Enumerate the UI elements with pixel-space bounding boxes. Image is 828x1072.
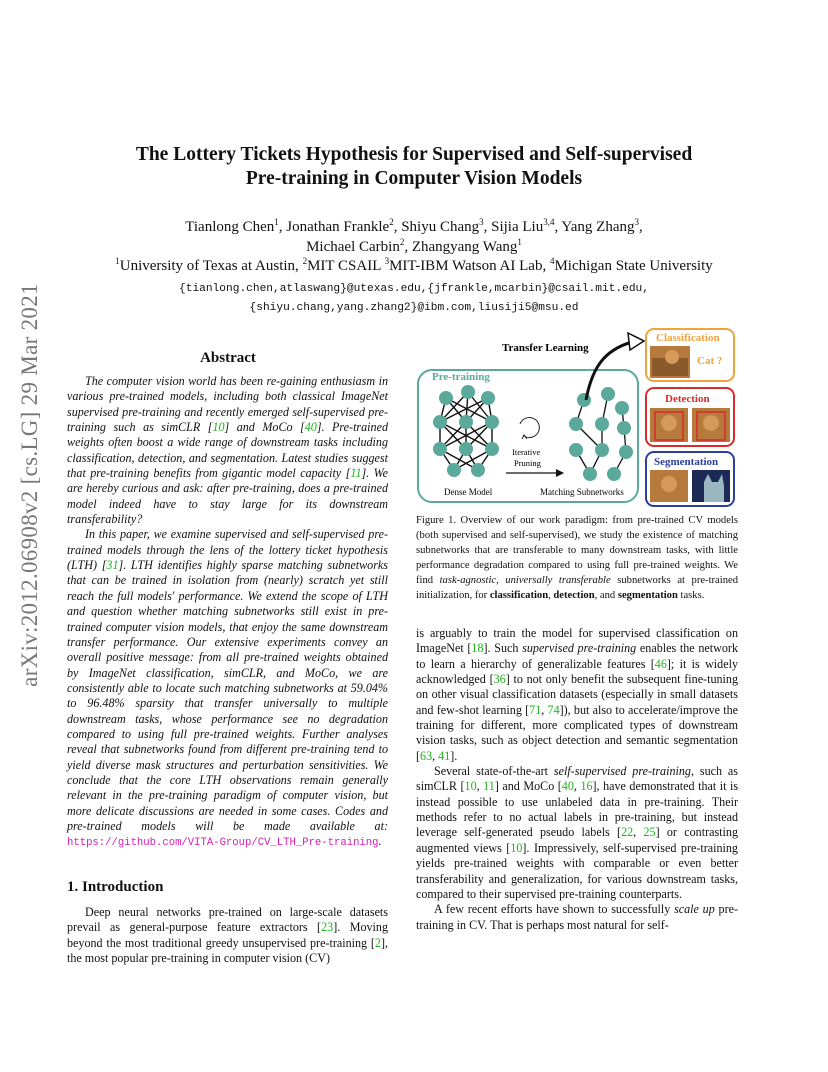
citation-link[interactable]: 46 bbox=[654, 656, 667, 671]
affil-sup: 2 bbox=[302, 256, 308, 266]
affil-sup: 3 bbox=[384, 256, 390, 266]
text: pre-training in CV. That is perhaps most natural for self- bbox=[416, 902, 738, 932]
paragraph bbox=[416, 902, 738, 933]
classification-label: Classification bbox=[656, 332, 720, 344]
text: In this paper, we examine supervised and self-supervised pre-trained models through the lens of the lottery ticket hypothesis (LTH) [ bbox=[67, 527, 388, 573]
citation-link[interactable]: 74 bbox=[547, 702, 560, 717]
citation-link[interactable]: 11 bbox=[350, 466, 362, 481]
network-node bbox=[595, 417, 609, 431]
text: classification bbox=[489, 590, 549, 602]
abstract-paragraph-1 bbox=[67, 374, 388, 527]
dense-model-label: Dense Model bbox=[444, 487, 493, 497]
text: ] or contrasting augmented views [ bbox=[416, 825, 738, 855]
text: ], have demonstrated that it is instead possible to use unlabeled data in pre-training. Their methods refer to no actual labels in pre-training, but instead leverage self-generated pseudo labels [ bbox=[416, 779, 739, 840]
affiliation: MIT-IBM Watson AI Lab, bbox=[389, 258, 550, 274]
network-node bbox=[617, 421, 631, 435]
text: The computer vision world has been re-gaining enthusiasm in various pre-trained models, including both classical ImageNet supervised pre-training and recently emerged self-supervised pre-training such as simCLR [ bbox=[67, 374, 388, 435]
citation-link[interactable]: 18 bbox=[471, 641, 484, 656]
text: ]. Pre-trained weights often boost a wide range of downstream tasks including classification, detection, and segmentation. Latest studies suggest that pre-training benefits from gigantic model capacity [ bbox=[67, 420, 388, 481]
citation-link[interactable]: 36 bbox=[493, 672, 506, 687]
network-node bbox=[601, 387, 615, 401]
author-sup: 3,4 bbox=[543, 217, 555, 227]
author-sup: 1 bbox=[517, 236, 522, 247]
text: scale up bbox=[674, 902, 715, 917]
citation-link[interactable]: 23 bbox=[321, 920, 334, 935]
affil-sup: 1 bbox=[115, 256, 120, 266]
text: A few recent efforts have shown to successfully bbox=[434, 902, 675, 917]
abstract-heading: Abstract bbox=[200, 350, 256, 366]
citation-link[interactable]: 31 bbox=[106, 558, 119, 573]
network-node bbox=[619, 445, 633, 459]
citation-link[interactable]: 71 bbox=[529, 702, 542, 717]
author-sup: 3 bbox=[479, 217, 484, 227]
citation-link[interactable]: 11 bbox=[483, 779, 495, 794]
figure-1 bbox=[416, 328, 738, 508]
text: ]; it is widely acknowledged [ bbox=[416, 656, 738, 687]
author-sup: 3 bbox=[634, 217, 639, 227]
network-node bbox=[615, 401, 629, 415]
text: is arguably to train the model for supervised classification on ImageNet [ bbox=[416, 626, 738, 656]
network-node bbox=[577, 393, 591, 407]
author: , Sijia Liu bbox=[483, 219, 544, 235]
transfer-learning-label: Transfer Learning bbox=[502, 342, 589, 354]
section-heading: 1. Introduction bbox=[67, 879, 164, 895]
network-node bbox=[595, 443, 609, 457]
text: ]. Impressively, self-supervised pre-training yields pre-trained weights with comparable or even better transferability and generalization, for various downstream tasks, compared to their supervised pre-training counterparts. bbox=[416, 840, 738, 901]
citation-link[interactable]: 10 bbox=[212, 420, 225, 435]
network-node bbox=[439, 391, 453, 405]
text: , and bbox=[594, 590, 618, 602]
text: ], the most popular pre-training in computer vision (CV) bbox=[67, 935, 388, 966]
author-list bbox=[0, 218, 828, 257]
text: Deep neural networks pre-trained on large-scale datasets prevail as general-purpose feature extractors [ bbox=[67, 905, 388, 935]
network-node bbox=[433, 415, 447, 429]
network-node bbox=[459, 415, 473, 429]
text: . bbox=[378, 834, 382, 849]
text: ] and MoCo [ bbox=[494, 779, 562, 794]
network-node bbox=[447, 463, 461, 477]
matching-subnetworks-label: Matching Subnetworks bbox=[540, 487, 624, 497]
right-column-body bbox=[416, 626, 738, 933]
citation-link[interactable]: 63 bbox=[420, 748, 433, 763]
text: ]. LTH identifies highly sparse matching subnetworks that can be trained in isolation from (nearly) scratch yet still reach the full models' performance. We extend the scope of LTH and question whether matching subnetworks still exist in pre-trained computer vision models, that enjoy the same downstream transfer performance. Our extensive experiments convey an overall positive message: from all pre-trained weights obtained by ImageNet classification, simCLR, and MoCo, we are consistently able to locate such matching subnetworks at 59.04% to 96.48% sparsity that transfer universally to multiple downstream tasks, whose performance see no degradation compared to using full pre-trained weights. Further analyses reveal that subnetworks found from different pre-training tend to yield diverse mask structures and perturbation sensitivities. We conclude that the core LTH observations remain generally relevant in the pre-training paradigm of computer vision, but more delicate discussions are needed in some cases. Codes and pre-trained models will be made available at: bbox=[67, 558, 388, 833]
email-line: {tianlong.chen,atlaswang}@utexas.edu,{jfrankle,mcarbin}@csail.mit.edu, bbox=[179, 283, 649, 295]
citation-link[interactable]: 22 bbox=[621, 825, 634, 840]
abstract-paragraph-2 bbox=[67, 527, 388, 851]
cat-label: Cat ? bbox=[697, 355, 723, 367]
intro-body bbox=[67, 905, 388, 966]
text: , such as simCLR [ bbox=[416, 764, 739, 794]
text: self-supervised pre-training bbox=[553, 764, 691, 779]
affil-sup: 4 bbox=[549, 256, 555, 266]
network-node bbox=[433, 442, 447, 456]
text: ]. Such bbox=[483, 641, 523, 656]
text: ]. Moving beyond the most traditional greedy unsupervised pre-training [ bbox=[67, 920, 388, 950]
author: , Yang Zhang bbox=[554, 219, 635, 235]
abstract-body bbox=[67, 374, 388, 852]
text: tasks. bbox=[677, 590, 705, 602]
text: task-agnostic, universally transferable bbox=[439, 575, 611, 587]
transfer-arrow-head bbox=[628, 333, 644, 350]
text: ]), but also to accelerate/improve the training for different, more complicated types of downstream vision tasks, such as object detection and semantic segmentation [ bbox=[416, 702, 738, 763]
citation-link[interactable]: 40 bbox=[561, 779, 574, 794]
paper-title bbox=[0, 143, 828, 191]
text: ]. bbox=[450, 748, 458, 763]
citation-link[interactable]: 2 bbox=[374, 935, 381, 950]
text: ] to not only benefit the subsequent fine-tuning on other visual classification datasets (especially in small datasets and few-shot learning [ bbox=[416, 672, 738, 717]
text: Several state-of-the-art bbox=[434, 764, 554, 779]
citation-link[interactable]: 10 bbox=[510, 840, 523, 855]
text: segmentation bbox=[617, 590, 678, 602]
network-node bbox=[569, 417, 583, 431]
network-node bbox=[471, 463, 485, 477]
text: detection bbox=[553, 590, 595, 602]
author-sup: 2 bbox=[399, 236, 405, 247]
affiliation: University of Texas at Austin, bbox=[119, 258, 303, 274]
arxiv-sidebar bbox=[10, 285, 50, 685]
figure-caption bbox=[416, 513, 738, 604]
text: subnetworks at pre-trained initialization, for bbox=[416, 575, 738, 602]
detection-label: Detection bbox=[665, 393, 710, 405]
iterative-label: Iterative bbox=[512, 447, 541, 457]
citation-link[interactable]: 25 bbox=[643, 825, 656, 840]
network-node bbox=[481, 391, 495, 405]
arxiv-id: arXiv:2012.06908v2 [cs.LG] 29 Mar 2021 bbox=[17, 283, 42, 687]
affiliations bbox=[0, 257, 828, 277]
author: Tianlong Chen bbox=[185, 219, 275, 235]
citation-link[interactable]: 40 bbox=[304, 420, 317, 435]
text: enables the network to learn a hierarchy of generalizable features [ bbox=[416, 641, 738, 671]
text: supervised pre-training bbox=[522, 641, 637, 656]
segmentation-label: Segmentation bbox=[654, 456, 719, 468]
text: ] and MoCo [ bbox=[224, 420, 305, 435]
pruning-label: Pruning bbox=[514, 458, 541, 468]
network-node bbox=[485, 415, 499, 429]
affiliation: Michigan State University bbox=[554, 258, 713, 274]
paragraph: is arguably to train the model for supervised classification on ImageNet [18]. Such supervised pre-training enables the network to learn a hierarchy of generalizable features [46]; it is widely acknowledged [36] to not only benefit the subsequent fine-tuning on other visual classification datasets (especially in small datasets and few-shot learning [71, 74]), but also to accelerate/improve the training for different, more complicated types of downstream vision tasks, such as object detection and semantic segmentation [63, 41]. bbox=[416, 626, 738, 763]
code-url-link[interactable]: https://github.com/VITA-Group/CV_LTH_Pre-training bbox=[67, 837, 379, 850]
citation-link[interactable]: 10 bbox=[464, 779, 477, 794]
author: Michael Carbin bbox=[306, 238, 400, 255]
citation-link[interactable]: 41 bbox=[438, 748, 451, 763]
author: , Jonathan Frankle bbox=[278, 219, 390, 235]
network-node bbox=[459, 442, 473, 456]
network-node bbox=[485, 442, 499, 456]
pretraining-label: Pre-training bbox=[432, 371, 490, 383]
emails bbox=[0, 280, 828, 318]
network-node bbox=[583, 467, 597, 481]
network-node bbox=[607, 467, 621, 481]
citation-link[interactable]: 16 bbox=[580, 779, 593, 794]
author-sup: 1 bbox=[274, 217, 279, 227]
text: , bbox=[548, 590, 554, 602]
title-line-1: The Lottery Tickets Hypothesis for Supervised and Self-supervised bbox=[135, 144, 693, 165]
text: Figure 1. Overview of our work paradigm: from pre-trained CV models (both supervised and self-supervised), we study the existence of matching subnetworks that are transferable to many downstream tasks, with little performance degradation compared to using full pre-trained weights. We find bbox=[416, 515, 738, 587]
network-node bbox=[569, 443, 583, 457]
author: , Shiyu Chang bbox=[393, 219, 480, 235]
affiliation: MIT CSAIL bbox=[307, 258, 385, 274]
author-sup: 2 bbox=[389, 217, 394, 227]
title-line-2: Pre-training in Computer Vision Models bbox=[245, 168, 583, 189]
text: ]. We are hereby curious and ask: after pre-training, does a pre-trained model indeed have to stay large for its downstream transferability? bbox=[67, 466, 388, 527]
network-node bbox=[461, 385, 475, 399]
author-sep: , bbox=[638, 219, 643, 235]
email-line: {shiyu.chang,yang.zhang2}@ibm.com,liusiji5@msu.ed bbox=[249, 302, 579, 314]
author: , Zhangyang Wang bbox=[404, 238, 518, 255]
paragraph: Several state-of-the-art self-supervised pre-training, such as simCLR [10, 11] and MoCo [40, 16], have demonstrated that it is instead possible to use unlabeled data in pre-training. Their methods refer to no actual labels in pre-training, but instead leverage self-generated pseudo labels [22, 25] or contrasting augmented views [10]. Impressively, self-supervised pre-training yields pre-trained weights with comparable or even better transferability and generalization, for various downstream tasks, compared to their supervised pre-training counterparts. bbox=[416, 764, 739, 901]
